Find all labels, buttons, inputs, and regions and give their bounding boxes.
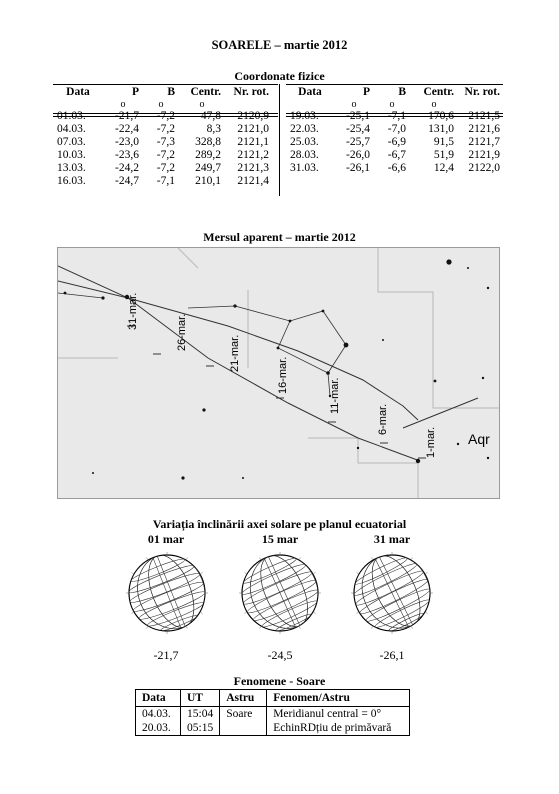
- star: [326, 371, 330, 375]
- globe-date-2: 15 mar: [261, 532, 299, 546]
- sun-path: [128, 298, 420, 461]
- table-cell: -26,0: [346, 149, 370, 161]
- star: [446, 259, 451, 264]
- phen-rows: [136, 707, 410, 736]
- globe-tick: [411, 557, 413, 560]
- table-cell: -25,1: [346, 110, 370, 122]
- table-row: [286, 123, 504, 136]
- globe-tick: [411, 626, 413, 629]
- table-cell: 328,8: [195, 136, 221, 148]
- globe-tick: [200, 573, 203, 575]
- table-cell: 249,7: [195, 162, 221, 174]
- globe-tick: [313, 573, 316, 575]
- table-cell: Soare: [220, 707, 267, 722]
- table-cell: 8,3: [206, 123, 221, 135]
- globe-tick: [200, 612, 203, 614]
- constellation-label: Aqr: [468, 431, 490, 447]
- globe-tick: [299, 626, 301, 629]
- date-label-16: 16-mar.: [277, 356, 289, 394]
- table-row: [53, 162, 273, 175]
- star: [357, 447, 359, 449]
- table-cell: EchinRDțiu de primăvară: [267, 721, 410, 736]
- table-cell: 2121,1: [237, 136, 269, 148]
- table-row: [53, 149, 273, 162]
- star: [64, 292, 67, 295]
- star: [92, 472, 94, 474]
- table-cell: -22,4: [115, 123, 139, 135]
- globe-tick: [147, 557, 149, 560]
- table-row: [286, 162, 504, 175]
- table-cell: 10.03.: [57, 149, 86, 161]
- star: [457, 443, 459, 445]
- star-map: [57, 247, 500, 499]
- globe-tick: [425, 573, 428, 575]
- unit-cell: [458, 99, 504, 110]
- ecliptic-right: [403, 398, 478, 428]
- ecliptic-lines: [58, 266, 478, 461]
- globe-tick: [356, 573, 359, 575]
- table-cell: 47,8: [200, 110, 221, 122]
- table-cell: 289,2: [195, 149, 221, 161]
- unit-cell: o: [158, 99, 164, 110]
- table-row: [53, 123, 273, 136]
- globe-tick: [425, 612, 428, 614]
- globe-tick: [260, 626, 262, 629]
- table-cell: 16.03.: [57, 175, 86, 187]
- table-cell: -7,2: [156, 110, 175, 122]
- star: [202, 408, 205, 411]
- sun-globe-1: [120, 545, 216, 642]
- unit-cell: o: [389, 99, 395, 110]
- star: [242, 477, 244, 479]
- table-header-rule-left-2: [53, 116, 278, 117]
- table-cell: 2121,2: [237, 149, 269, 161]
- table-cell: -6,9: [387, 136, 406, 148]
- phen-col-header: Fenomen/Astru: [267, 690, 410, 707]
- table-row: [136, 721, 410, 736]
- phen-col-header: Astru: [220, 690, 267, 707]
- table-row: [286, 149, 504, 162]
- table-cell: -24,2: [115, 162, 139, 174]
- star: [416, 459, 420, 463]
- table-cell: 2121,7: [468, 136, 500, 148]
- table-cell: -24,7: [115, 175, 139, 187]
- table-cell: 01.03.: [57, 110, 86, 122]
- table-cell: 2121,9: [468, 149, 500, 161]
- table-cell: 04.03.: [57, 123, 86, 135]
- globe-tick: [260, 557, 262, 560]
- table-cell: 210,1: [195, 175, 221, 187]
- table-cell: -23,6: [115, 149, 139, 161]
- col-header: Centr.: [190, 86, 221, 98]
- col-header: Nr. rot.: [464, 86, 500, 98]
- date-label-11: 11-mar.: [329, 377, 341, 414]
- table-cell: 04.03.: [136, 707, 181, 722]
- table-cell: -6,6: [387, 162, 406, 174]
- date-label-6: 6-mar.: [377, 403, 389, 435]
- table-cell: -7,0: [387, 123, 406, 135]
- ecliptic-left: [58, 281, 128, 298]
- table-cell: -7,2: [156, 162, 175, 174]
- table-cell: 2121,3: [237, 162, 269, 174]
- table-cell: 2121,6: [468, 123, 500, 135]
- globe-tick: [356, 612, 359, 614]
- phen-heading: Fenomene - Soare: [233, 674, 326, 688]
- table-cell: Meridianul central = 0°: [267, 707, 410, 722]
- table-cell: 05:15: [181, 721, 220, 736]
- table-cell: 20.03.: [136, 721, 181, 736]
- page-title: SOARELE – martie 2012: [211, 38, 348, 52]
- star: [289, 320, 292, 323]
- globe-tick: [186, 557, 188, 560]
- table-cell: 2121,4: [237, 175, 269, 187]
- globe-tick: [131, 612, 134, 614]
- star: [233, 304, 236, 307]
- col-header: P: [131, 86, 139, 98]
- unit-cell: [225, 99, 273, 110]
- table-header-rule-left: [53, 113, 278, 114]
- star: [181, 476, 184, 479]
- globe-tick: [147, 626, 149, 629]
- table-cell: 2121,0: [237, 123, 269, 135]
- star: [487, 287, 489, 289]
- table-header-rule-right: [286, 113, 503, 114]
- table-cell: 19.03.: [290, 110, 319, 122]
- phen-col-header: UT: [181, 690, 220, 707]
- table-cell: 2121,5: [468, 110, 500, 122]
- date-label-31: 31-mar.: [127, 292, 139, 330]
- table-cell: -7,3: [156, 136, 175, 148]
- globe-value-1: -21,7: [153, 648, 179, 662]
- table-cell: 25.03.: [290, 136, 319, 148]
- table-cell: -23,0: [115, 136, 139, 148]
- table-cell: -25,7: [346, 136, 370, 148]
- phen-table: [135, 689, 410, 736]
- coord-table-left: [53, 85, 273, 188]
- col-header: Data: [66, 86, 90, 98]
- sun-globe-2: [230, 545, 330, 643]
- table-cell: 51,9: [433, 149, 454, 161]
- table-cell: 15:04: [181, 707, 220, 722]
- table-cell: -7,2: [156, 149, 175, 161]
- table-cell: 13.03.: [57, 162, 86, 174]
- table-cell: 22.03.: [290, 123, 319, 135]
- table-cell: 31.03.: [290, 162, 319, 174]
- table-cell: -7,1: [156, 175, 175, 187]
- star: [482, 377, 484, 379]
- star: [467, 267, 469, 269]
- globe-date-1: 01 mar: [147, 532, 185, 546]
- globe-value-2: -24,5: [267, 648, 293, 662]
- table-row: [136, 707, 410, 722]
- table-cell: 170,6: [428, 110, 454, 122]
- col-header: Nr. rot.: [233, 86, 269, 98]
- globe-tick: [299, 557, 301, 560]
- boundary-line: [178, 248, 198, 268]
- globe-value-3: -26,1: [379, 648, 405, 662]
- date-label-21: 21-mar.: [229, 334, 241, 372]
- star: [322, 310, 325, 313]
- map-heading: Mersul aparent – martie 2012: [203, 230, 356, 244]
- globe-tick: [186, 626, 188, 629]
- table-cell: 07.03.: [57, 136, 86, 148]
- table-cell: -7,1: [387, 110, 406, 122]
- coord-table-right: [286, 85, 504, 175]
- unit-cell: [286, 99, 334, 110]
- table-cell: 2120,9: [237, 110, 269, 122]
- star: [434, 380, 437, 383]
- col-header: Centr.: [423, 86, 454, 98]
- phen-col-header: Data: [136, 690, 181, 707]
- col-header: Data: [298, 86, 322, 98]
- date-labels: [127, 293, 437, 458]
- constellation-figure: [58, 293, 346, 396]
- table-cell: -25,4: [346, 123, 370, 135]
- coord-rows-right: [286, 110, 504, 175]
- unit-cell: o: [351, 99, 357, 110]
- star: [382, 339, 384, 341]
- unit-cell: o: [120, 99, 126, 110]
- axis-heading: Variația înclinării axei solare pe planul ecuatorial: [152, 517, 407, 531]
- unit-cell: o: [431, 99, 437, 110]
- coord-rows-left: [53, 110, 273, 188]
- globe-tick: [372, 626, 374, 629]
- star-map-svg: [58, 248, 499, 498]
- globe-row: [120, 545, 450, 645]
- globe-tick: [313, 612, 316, 614]
- boundary-line: [378, 248, 499, 408]
- date-label-26: 26-mar.: [176, 313, 188, 351]
- unit-cell: o: [199, 99, 205, 110]
- col-header: P: [362, 86, 370, 98]
- col-header: B: [398, 86, 406, 98]
- sun-globe-3: [341, 545, 442, 644]
- table-cell: 91,5: [433, 136, 454, 148]
- table-cell: 12,4: [433, 162, 454, 174]
- table-header-rule-right-2: [286, 116, 503, 117]
- date-label-1: 1-mar.: [425, 426, 437, 458]
- star: [277, 347, 280, 350]
- table-cell: -26,1: [346, 162, 370, 174]
- table-cell: -6,7: [387, 149, 406, 161]
- globe-tick: [131, 573, 134, 575]
- star: [344, 343, 349, 348]
- unit-cell: [53, 99, 103, 110]
- table-cell: [220, 721, 267, 736]
- table-row: [286, 136, 504, 149]
- table-row: [53, 175, 273, 188]
- globe-tick: [372, 557, 374, 560]
- table-cell: 2122,0: [468, 162, 500, 174]
- boundary-line: [308, 438, 418, 498]
- table-cell: -7,2: [156, 123, 175, 135]
- table-cell: 28.03.: [290, 149, 319, 161]
- globe-date-3: 31 mar: [373, 532, 411, 546]
- table-separator: [279, 84, 280, 196]
- table-cell: 131,0: [428, 123, 454, 135]
- star: [487, 457, 489, 459]
- table-row: [53, 136, 273, 149]
- coord-heading: Coordonate fizice: [234, 69, 325, 83]
- globe-tick: [244, 612, 247, 614]
- star: [101, 296, 104, 299]
- globe-tick: [244, 573, 247, 575]
- col-header: B: [167, 86, 175, 98]
- table-cell: -21,7: [115, 110, 139, 122]
